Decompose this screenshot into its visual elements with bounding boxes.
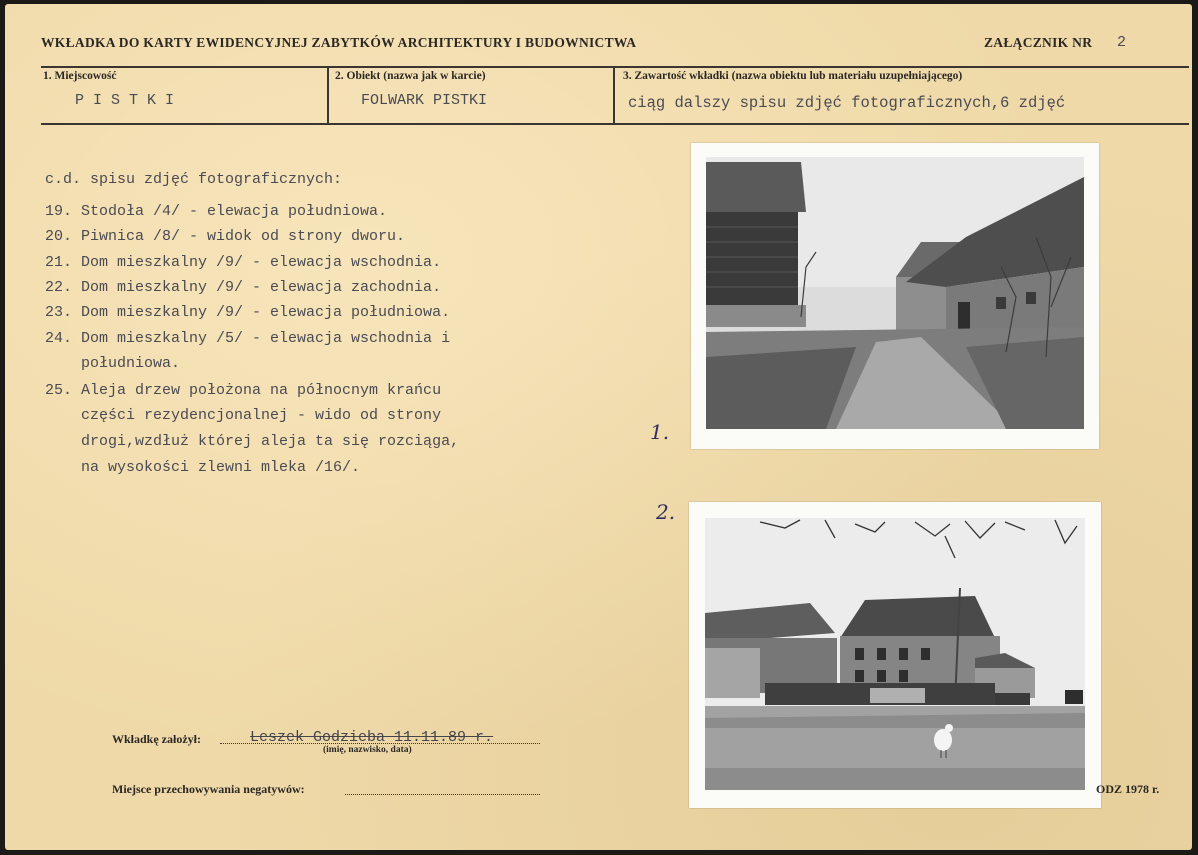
list-item: drogi,wzdłuż której aleja ta się rozciąga, <box>45 433 460 450</box>
photo-2-number: 2. <box>656 500 676 524</box>
place-value: P I S T K I <box>75 92 175 109</box>
place-label: 1. Miejscowość <box>43 70 117 82</box>
list-item: 19. Stodoła /4/ - elewacja południowa. <box>45 203 388 220</box>
list-item: 23. Dom mieszkalny /9/ - elewacja południowa. <box>45 304 451 321</box>
attachment-number: 2 <box>1117 34 1127 51</box>
list-heading: c.d. spisu zdjęć fotograficznych: <box>45 171 343 188</box>
photo-1-image <box>706 157 1084 429</box>
object-value: FOLWARK PISTKI <box>361 92 488 109</box>
object-label: 2. Obiekt (nazwa jak w karcie) <box>335 70 486 82</box>
photo-2-manor-yard <box>689 502 1101 808</box>
list-item: na wysokości zlewni mleka /16/. <box>45 459 361 476</box>
content-value: ciąg dalszy spisu zdjęć fotograficznych,6 zdjęć <box>628 94 1066 112</box>
list-item: części rezydencjonalnej - wido od strony <box>45 407 442 424</box>
photo-1-number: 1. <box>650 420 670 444</box>
content-label: 3. Zawartość wkładki (nazwa obiektu lub materiału uzupełniającego) <box>623 70 963 82</box>
list-item: 21. Dom mieszkalny /9/ - elewacja wschodnia. <box>45 254 442 271</box>
author-value: Leszek Godzieba 11.11.89 r. <box>250 729 494 746</box>
list-item: 20. Piwnica /8/ - widok od strony dworu. <box>45 228 406 245</box>
photo-2-image <box>705 518 1085 790</box>
fields-rule <box>41 123 1189 125</box>
field-divider-1 <box>327 68 329 124</box>
field-divider-2 <box>613 68 615 124</box>
negatives-dotted-line <box>345 794 540 795</box>
print-mark: ODZ 1978 r. <box>1096 782 1160 796</box>
author-label: Wkładkę założył: <box>112 732 201 746</box>
author-caption: (imię, nazwisko, data) <box>323 745 412 755</box>
attachment-label: ZAŁĄCZNIK NR <box>984 35 1093 50</box>
list-item: południowa. <box>45 355 181 372</box>
document-sheet <box>5 4 1192 850</box>
list-item: 24. Dom mieszkalny /5/ - elewacja wschodnia i <box>45 330 451 347</box>
photo-1-farm-buildings <box>691 143 1099 449</box>
list-item: 22. Dom mieszkalny /9/ - elewacja zachodnia. <box>45 279 442 296</box>
author-dotted-line <box>220 743 540 744</box>
form-title: WKŁADKA DO KARTY EWIDENCYJNEJ ZABYTKÓW ARCHITEKTURY I BUDOWNICTWA <box>41 35 637 50</box>
list-item: 25. Aleja drzew położona na północnym krańcu <box>45 382 442 399</box>
header-rule <box>41 66 1189 68</box>
negatives-label: Miejsce przechowywania negatywów: <box>112 782 305 796</box>
